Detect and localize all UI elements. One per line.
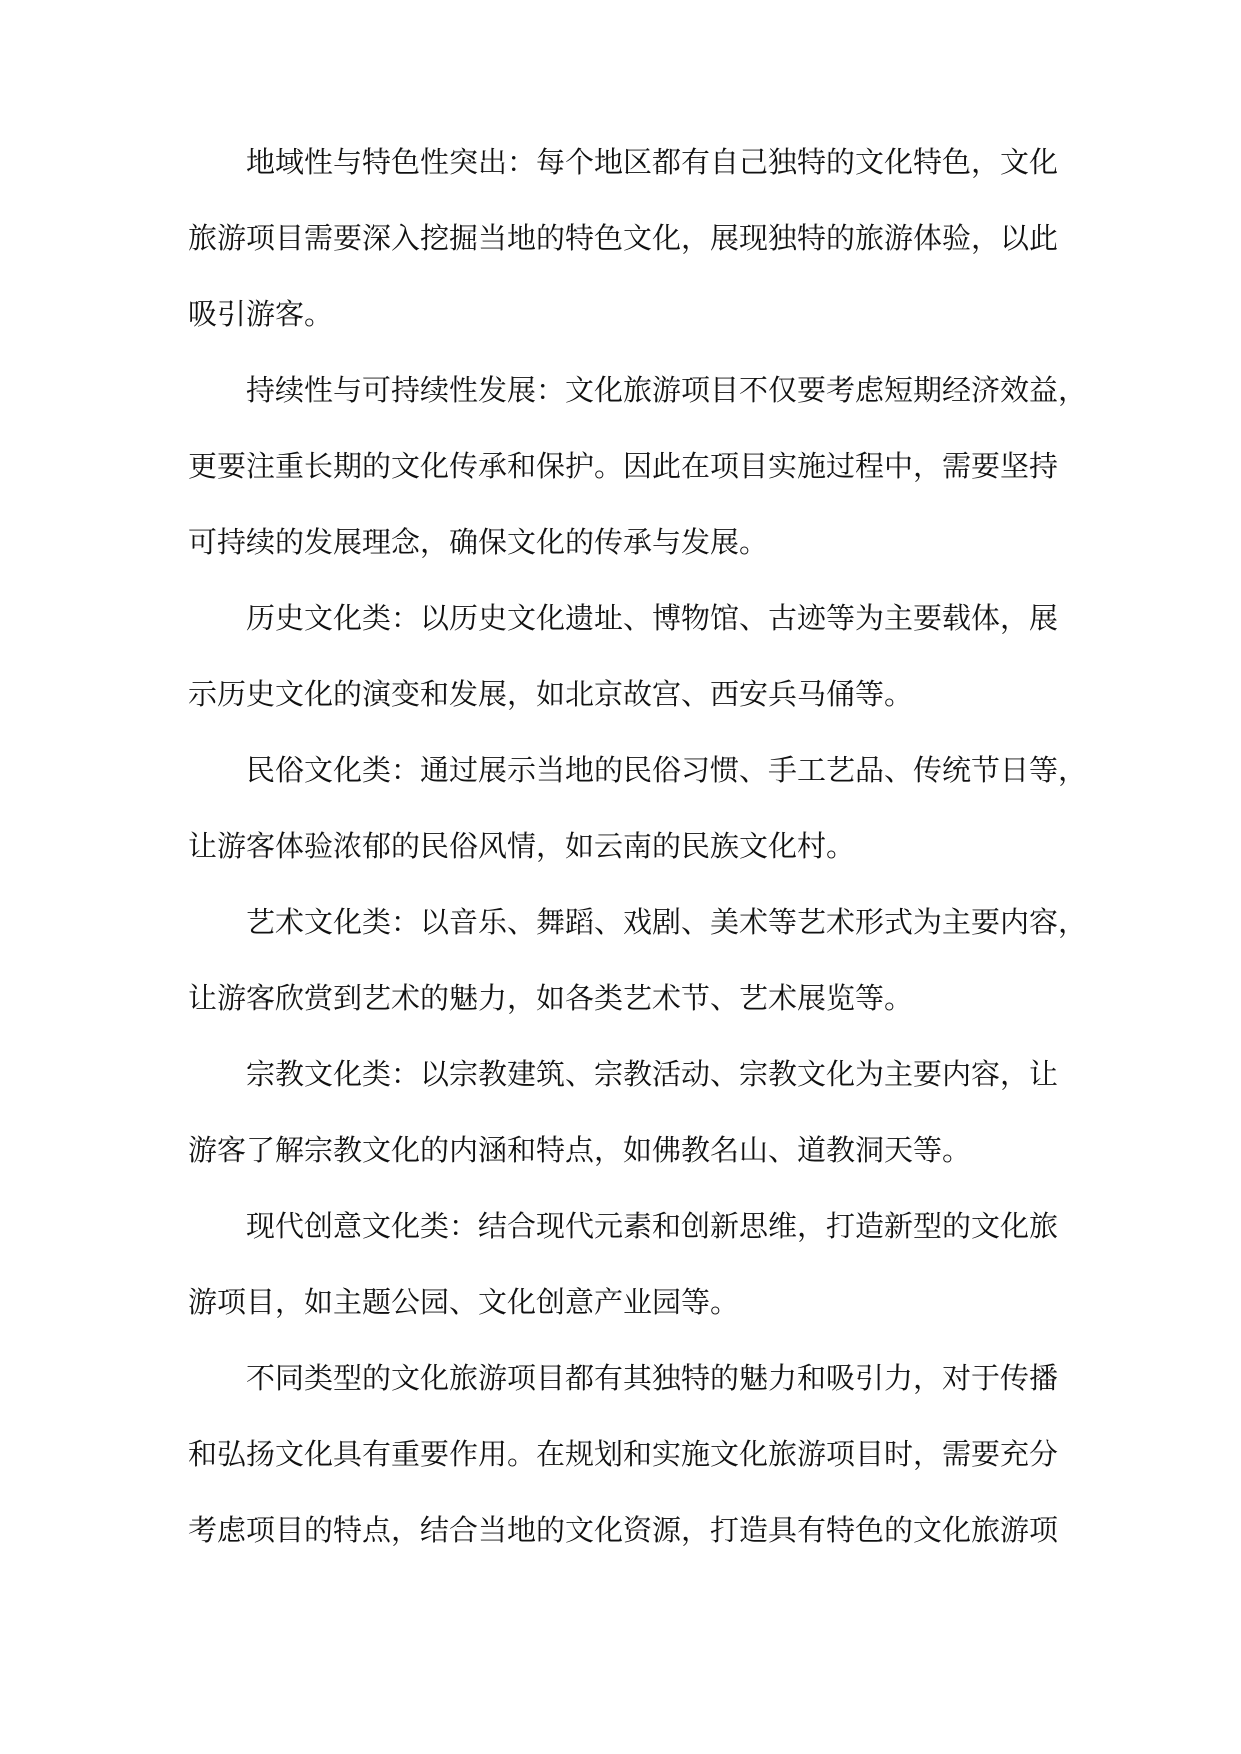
text-line: 现代创意文化类：结合现代元素和创新思维，打造新型的文化旅: [246, 1209, 1059, 1243]
text-line: 吸引游客。: [188, 297, 334, 331]
paragraph-sustainable-development: [188, 368, 1088, 596]
text-line: 宗教文化类：以宗教建筑、宗教活动、宗教文化为主要内容，让: [246, 1057, 1059, 1091]
paragraph-art-culture: [188, 900, 1088, 1052]
text-line: 可持续的发展理念，确保文化的传承与发展。: [188, 525, 769, 559]
text-line: 和弘扬文化具有重要作用。在规划和实施文化旅游项目时，需要充分: [188, 1437, 1059, 1471]
text-line: 持续性与可持续性发展：文化旅游项目不仅要考虑短期经济效益，: [246, 373, 1088, 407]
text-line: 示历史文化的演变和发展，如北京故宫、西安兵马俑等。: [188, 677, 914, 711]
paragraph-regional-characteristics: [188, 140, 1058, 368]
text-line: 地域性与特色性突出：每个地区都有自己独特的文化特色，文化: [246, 145, 1059, 179]
text-line: 考虑项目的特点，结合当地的文化资源，打造具有特色的文化旅游项: [188, 1513, 1059, 1547]
text-line: 让游客欣赏到艺术的魅力，如各类艺术节、艺术展览等。: [188, 981, 914, 1015]
text-line: 民俗文化类：通过展示当地的民俗习惯、手工艺品、传统节日等，: [246, 753, 1088, 787]
paragraph-summary: [188, 1356, 1058, 1584]
text-line: 历史文化类：以历史文化遗址、博物馆、古迹等为主要载体，展: [246, 601, 1059, 635]
text-line: 旅游项目需要深入挖掘当地的特色文化，展现独特的旅游体验，以此: [188, 221, 1059, 255]
paragraph-religious-culture: [188, 1052, 1058, 1204]
text-line: 艺术文化类：以音乐、舞蹈、戏剧、美术等艺术形式为主要内容，: [246, 905, 1088, 939]
paragraph-historical-culture: [188, 596, 1058, 748]
text-line: 不同类型的文化旅游项目都有其独特的魅力和吸引力，对于传播: [246, 1361, 1059, 1395]
paragraph-modern-creative-culture: [188, 1204, 1058, 1356]
document-body: [188, 140, 1088, 1584]
text-line: 更要注重长期的文化传承和保护。因此在项目实施过程中，需要坚持: [188, 449, 1059, 483]
paragraph-folk-culture: [188, 748, 1088, 900]
text-line: 让游客体验浓郁的民俗风情，如云南的民族文化村。: [188, 829, 856, 863]
text-line: 游客了解宗教文化的内涵和特点，如佛教名山、道教洞天等。: [188, 1133, 972, 1167]
text-line: 游项目，如主题公园、文化创意产业园等。: [188, 1285, 740, 1319]
